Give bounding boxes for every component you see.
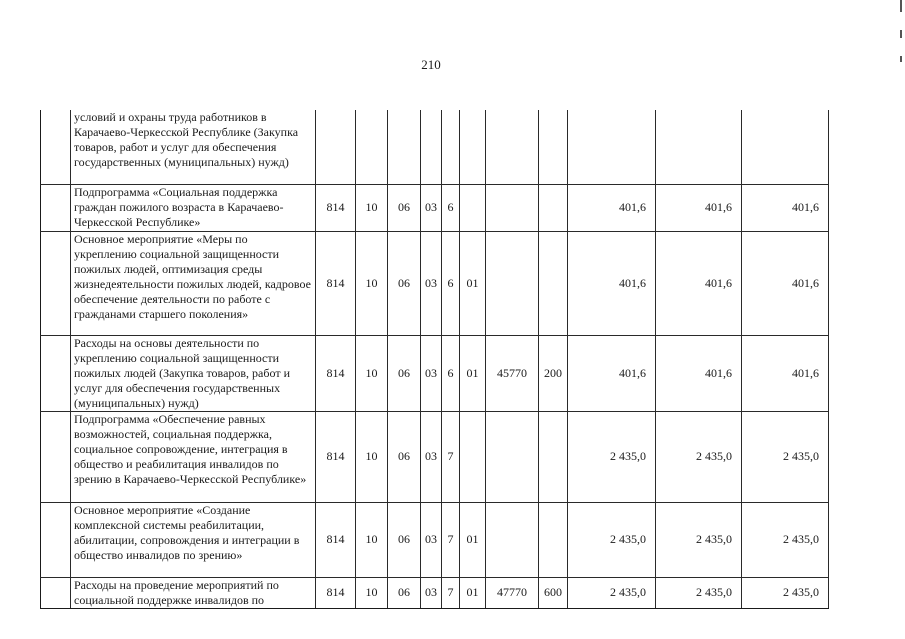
amount-3-cell: 401,6 [742, 335, 829, 411]
left-margin-cell [41, 110, 71, 184]
row-name: Основное мероприятие «Меры по укреплению социальной защищенности пожилых людей, оптимизация среды жизнедеятельности пожилых людей, кадровое обеспечение деятельности по работе с гражданами старшего поколения» [71, 231, 316, 335]
vr-cell [539, 411, 568, 502]
amount-3-cell [742, 110, 829, 184]
rz-cell: 10 [356, 502, 388, 577]
row-name: Расходы на проведение мероприятий по социальной поддержке инвалидов по [71, 577, 316, 608]
amount-3-cell: 2 435,0 [742, 411, 829, 502]
amount-2-cell: 401,6 [656, 335, 742, 411]
cs-part2-cell: 7 [442, 577, 460, 608]
cs-part2-cell: 7 [442, 502, 460, 577]
cs-part1-cell: 03 [421, 184, 442, 231]
cs-part2-cell: 7 [442, 411, 460, 502]
cs-part4-cell [486, 184, 539, 231]
table-row [41, 502, 829, 577]
left-margin-cell [41, 231, 71, 335]
cs-part2-cell: 6 [442, 335, 460, 411]
cs-part4-cell [486, 231, 539, 335]
left-margin-cell [41, 577, 71, 608]
amount-1-cell: 2 435,0 [568, 577, 656, 608]
page-number: 210 [421, 57, 441, 72]
pr-cell: 06 [388, 502, 421, 577]
cs-part4-cell [486, 502, 539, 577]
row-name: Подпрограмма «Социальная поддержка граждан пожилого возраста в Карачаево-Черкесской Республике» [71, 184, 316, 231]
cs-part4-cell: 45770 [486, 335, 539, 411]
row-name: Расходы на основы деятельности по укреплению социальной защищенности пожилых людей (Закупка товаров, работ и услуг для обеспечения государственных (муниципальных) нужд) [71, 335, 316, 411]
cs-part1-cell: 03 [421, 231, 442, 335]
pr-cell: 06 [388, 577, 421, 608]
vr-cell [539, 110, 568, 184]
cs-part1-cell: 03 [421, 411, 442, 502]
gr-cell: 814 [316, 231, 356, 335]
table-row [41, 110, 829, 184]
cs-part2-cell: 6 [442, 184, 460, 231]
left-margin-cell [41, 184, 71, 231]
cs-part3-cell: 01 [460, 231, 486, 335]
amount-2-cell [656, 110, 742, 184]
amount-1-cell: 401,6 [568, 184, 656, 231]
row-name: условий и охраны труда работников в Карачаево-Черкесской Республике (Закупка товаров, работ и услуг для обеспечения государственных (муниципальных) нужд) [71, 110, 316, 184]
rz-cell [356, 110, 388, 184]
amount-1-cell: 2 435,0 [568, 411, 656, 502]
cs-part4-cell [486, 110, 539, 184]
rz-cell: 10 [356, 411, 388, 502]
rz-cell: 10 [356, 335, 388, 411]
cs-part2-cell: 6 [442, 231, 460, 335]
gr-cell [316, 110, 356, 184]
cs-part4-cell: 47770 [486, 577, 539, 608]
cs-part3-cell [460, 110, 486, 184]
cs-part1-cell [421, 110, 442, 184]
budget-table [40, 110, 829, 609]
row-name: Основное мероприятие «Создание комплексной системы реабилитации, абилитации, сопровождения и интеграции в общество инвалидов по зрению» [71, 502, 316, 577]
cs-part3-cell [460, 184, 486, 231]
cs-part3-cell: 01 [460, 577, 486, 608]
table-row [41, 231, 829, 335]
amount-1-cell: 401,6 [568, 231, 656, 335]
row-name: Подпрограмма «Обеспечение равных возможностей, социальная поддержка, социальное сопровождение, интеграция в общество и реабилитация инвалидов по зрению в Карачаево-Черкесской Республике» [71, 411, 316, 502]
gr-cell: 814 [316, 411, 356, 502]
amount-1-cell: 2 435,0 [568, 502, 656, 577]
cs-part1-cell: 03 [421, 502, 442, 577]
gr-cell: 814 [316, 502, 356, 577]
left-margin-cell [41, 502, 71, 577]
amount-2-cell: 2 435,0 [656, 502, 742, 577]
pr-cell: 06 [388, 411, 421, 502]
gr-cell: 814 [316, 335, 356, 411]
left-margin-cell [41, 411, 71, 502]
gr-cell: 814 [316, 184, 356, 231]
pr-cell: 06 [388, 335, 421, 411]
left-margin-cell [41, 335, 71, 411]
rz-cell: 10 [356, 577, 388, 608]
table-row [41, 577, 829, 608]
cs-part4-cell [486, 411, 539, 502]
rz-cell: 10 [356, 184, 388, 231]
table-row [41, 411, 829, 502]
cs-part2-cell [442, 110, 460, 184]
pr-cell [388, 110, 421, 184]
rz-cell: 10 [356, 231, 388, 335]
amount-1-cell [568, 110, 656, 184]
cs-part3-cell [460, 411, 486, 502]
table-row [41, 184, 829, 231]
vr-cell: 600 [539, 577, 568, 608]
cs-part3-cell: 01 [460, 335, 486, 411]
amount-2-cell: 2 435,0 [656, 577, 742, 608]
amount-1-cell: 401,6 [568, 335, 656, 411]
amount-3-cell: 401,6 [742, 231, 829, 335]
vr-cell [539, 184, 568, 231]
amount-3-cell: 401,6 [742, 184, 829, 231]
cs-part1-cell: 03 [421, 335, 442, 411]
amount-2-cell: 2 435,0 [656, 411, 742, 502]
table-row [41, 335, 829, 411]
amount-3-cell: 2 435,0 [742, 577, 829, 608]
pr-cell: 06 [388, 231, 421, 335]
vr-cell [539, 502, 568, 577]
vr-cell [539, 231, 568, 335]
gr-cell: 814 [316, 577, 356, 608]
amount-3-cell: 2 435,0 [742, 502, 829, 577]
vr-cell: 200 [539, 335, 568, 411]
pr-cell: 06 [388, 184, 421, 231]
scan-edge-marks [897, 0, 903, 90]
cs-part1-cell: 03 [421, 577, 442, 608]
amount-2-cell: 401,6 [656, 231, 742, 335]
amount-2-cell: 401,6 [656, 184, 742, 231]
cs-part3-cell: 01 [460, 502, 486, 577]
